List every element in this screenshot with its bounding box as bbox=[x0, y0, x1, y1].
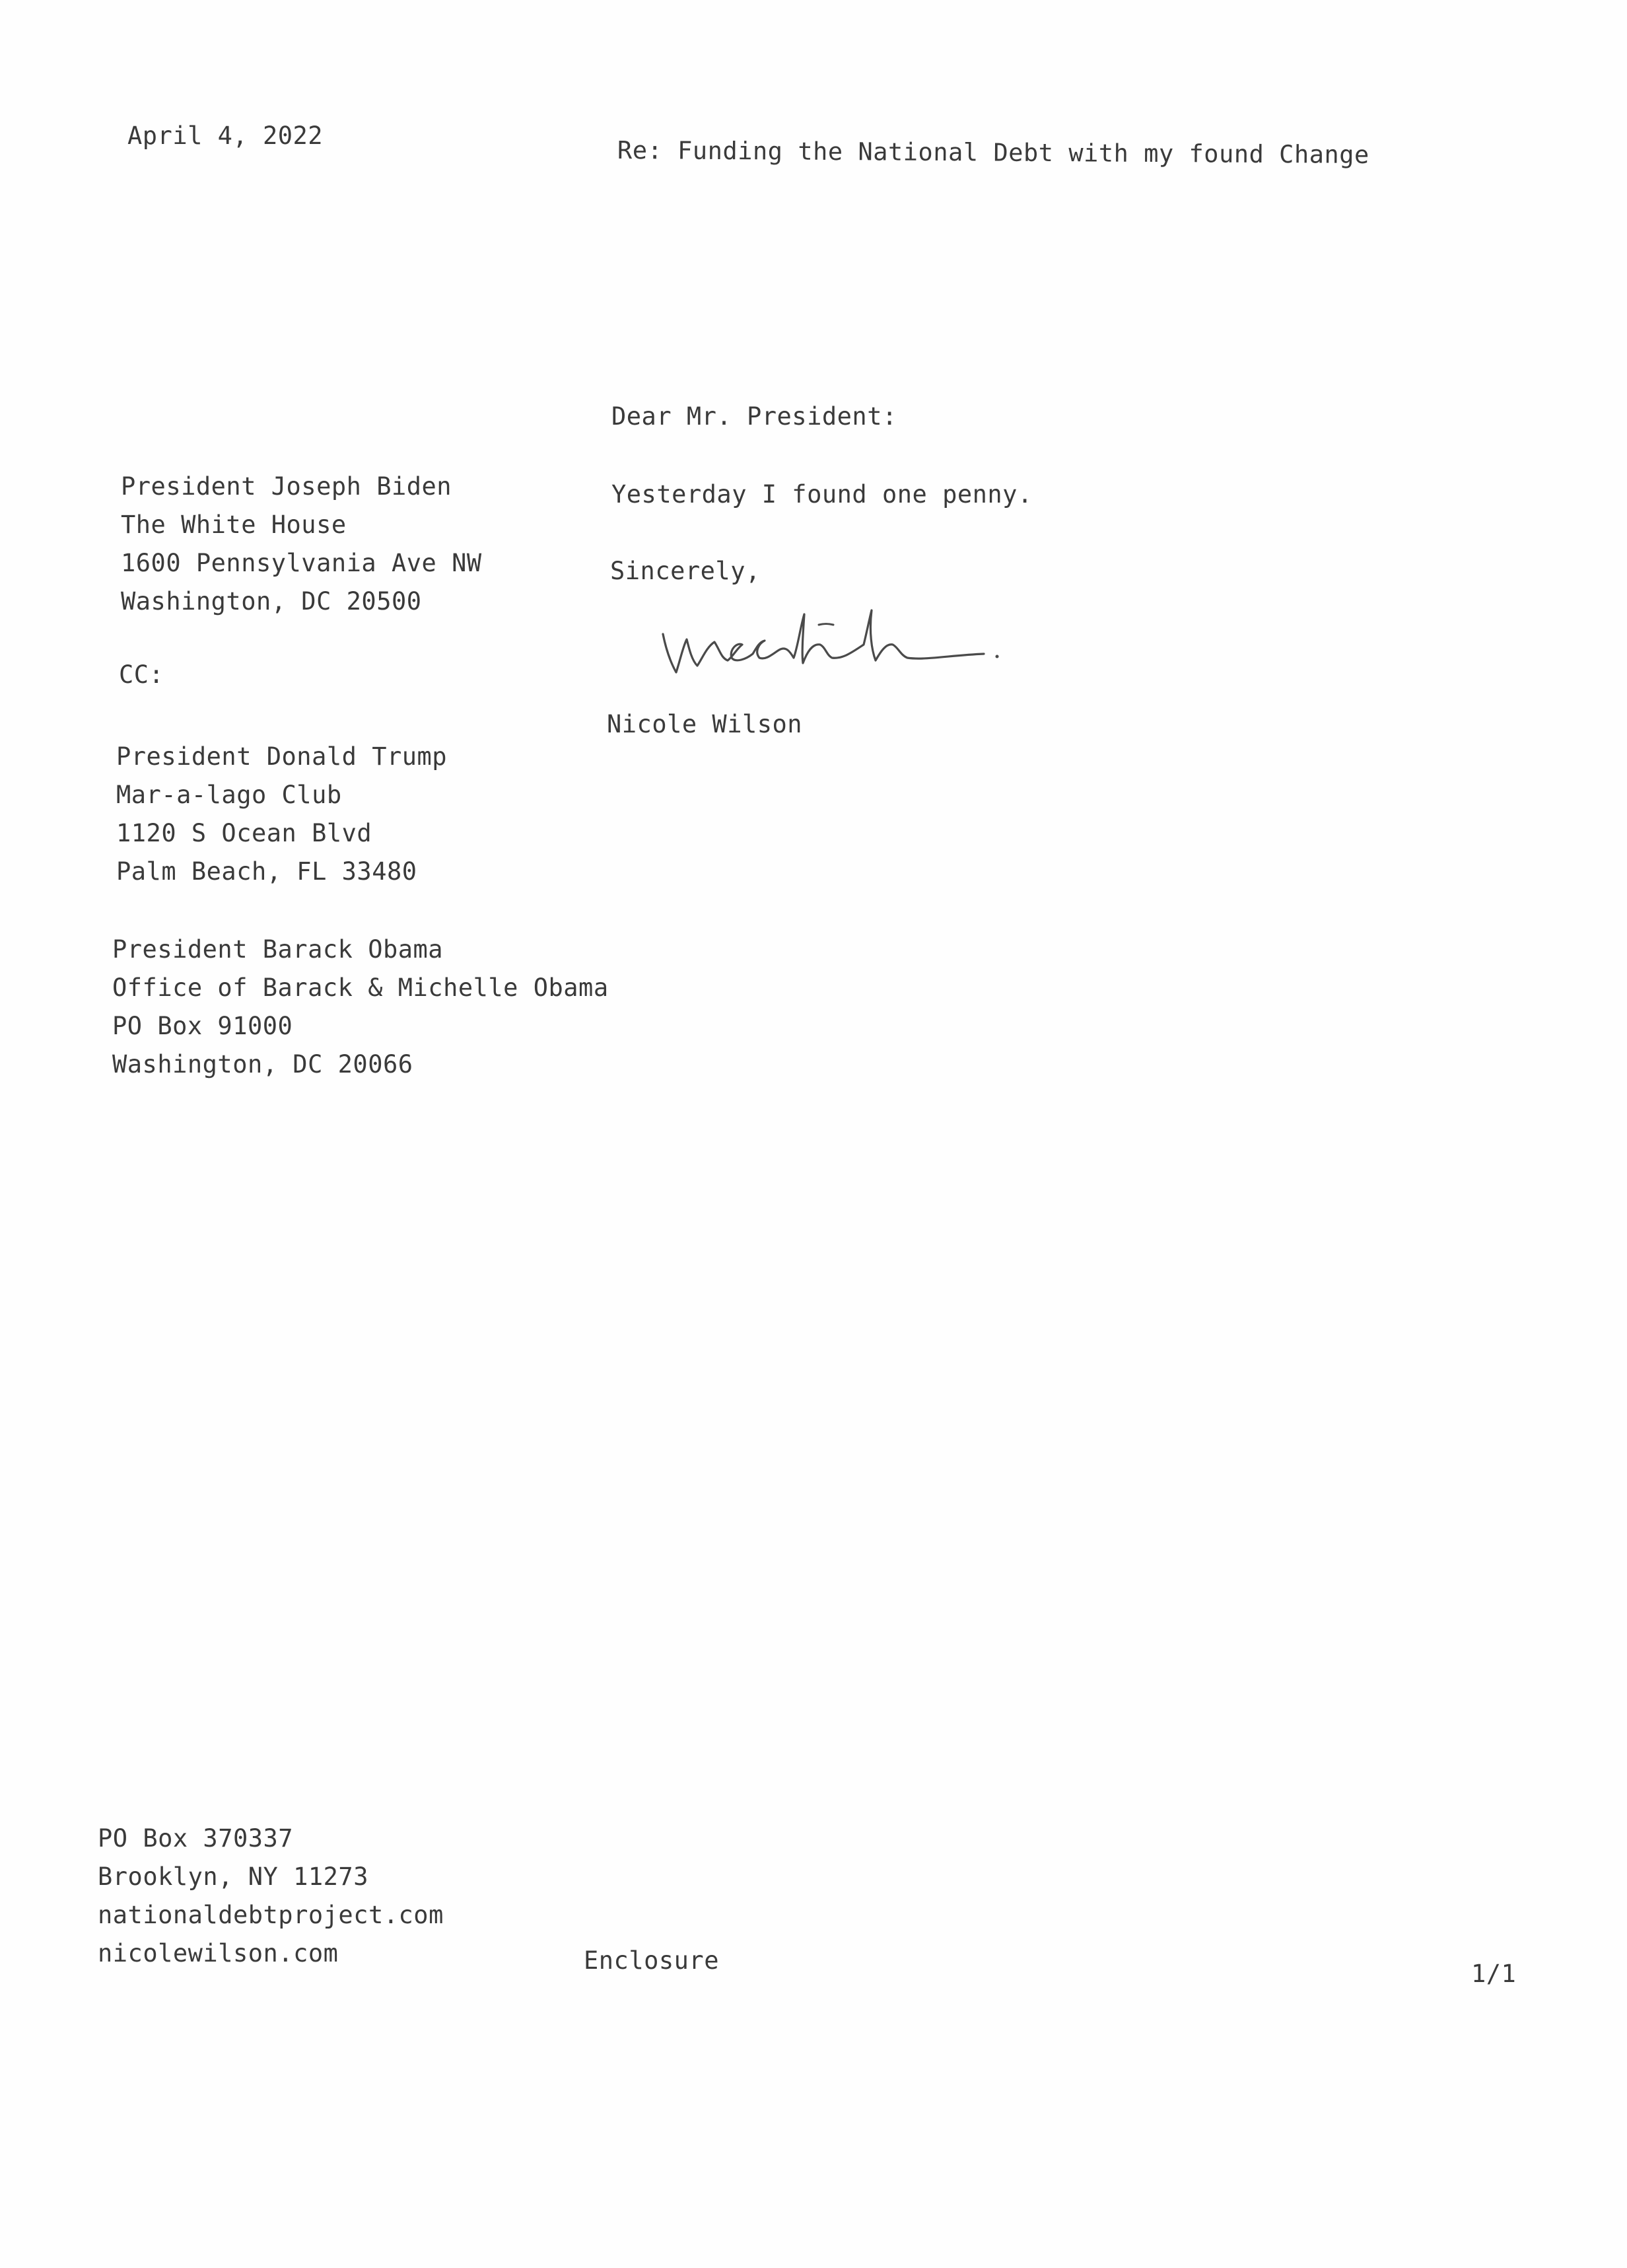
letter-body: Yesterday I found one penny. bbox=[611, 480, 1033, 509]
address-line: President Joseph Biden bbox=[121, 472, 452, 501]
address-line: Washington, DC 20500 bbox=[121, 587, 422, 616]
website-link: nationaldebtproject.com bbox=[98, 1901, 444, 1929]
sender-address bbox=[98, 1820, 444, 1973]
address-line: Palm Beach, FL 33480 bbox=[116, 857, 417, 886]
address-line: President Barack Obama bbox=[112, 935, 444, 964]
address-line: Mar-a-lago Club bbox=[116, 781, 342, 809]
signer-name: Nicole Wilson bbox=[607, 710, 803, 738]
handwritten-signature bbox=[654, 594, 1023, 693]
cc-address bbox=[116, 738, 447, 891]
page-number: 1/1 bbox=[1471, 1960, 1517, 1988]
recipient-address bbox=[121, 468, 482, 621]
salutation: Dear Mr. President: bbox=[611, 402, 897, 431]
address-line: The White House bbox=[121, 511, 347, 539]
letter-date: April 4, 2022 bbox=[127, 122, 324, 150]
enclosure-note: Enclosure bbox=[584, 1946, 719, 1975]
cc-address bbox=[112, 931, 609, 1084]
address-line: PO Box 91000 bbox=[112, 1012, 293, 1040]
subject-line: Re: Funding the National Debt with my found Change bbox=[617, 136, 1369, 169]
address-line: PO Box 370337 bbox=[98, 1824, 294, 1853]
address-line: Brooklyn, NY 11273 bbox=[98, 1862, 368, 1891]
address-line: Office of Barack & Michelle Obama bbox=[112, 974, 609, 1002]
address-line: 1600 Pennsylvania Ave NW bbox=[121, 549, 482, 577]
cc-label: CC: bbox=[119, 660, 164, 689]
closing: Sincerely, bbox=[610, 557, 761, 585]
address-line: President Donald Trump bbox=[116, 742, 448, 771]
address-line: Washington, DC 20066 bbox=[112, 1050, 413, 1079]
website-link: nicolewilson.com bbox=[98, 1939, 339, 1967]
address-line: 1120 S Ocean Blvd bbox=[116, 819, 372, 847]
